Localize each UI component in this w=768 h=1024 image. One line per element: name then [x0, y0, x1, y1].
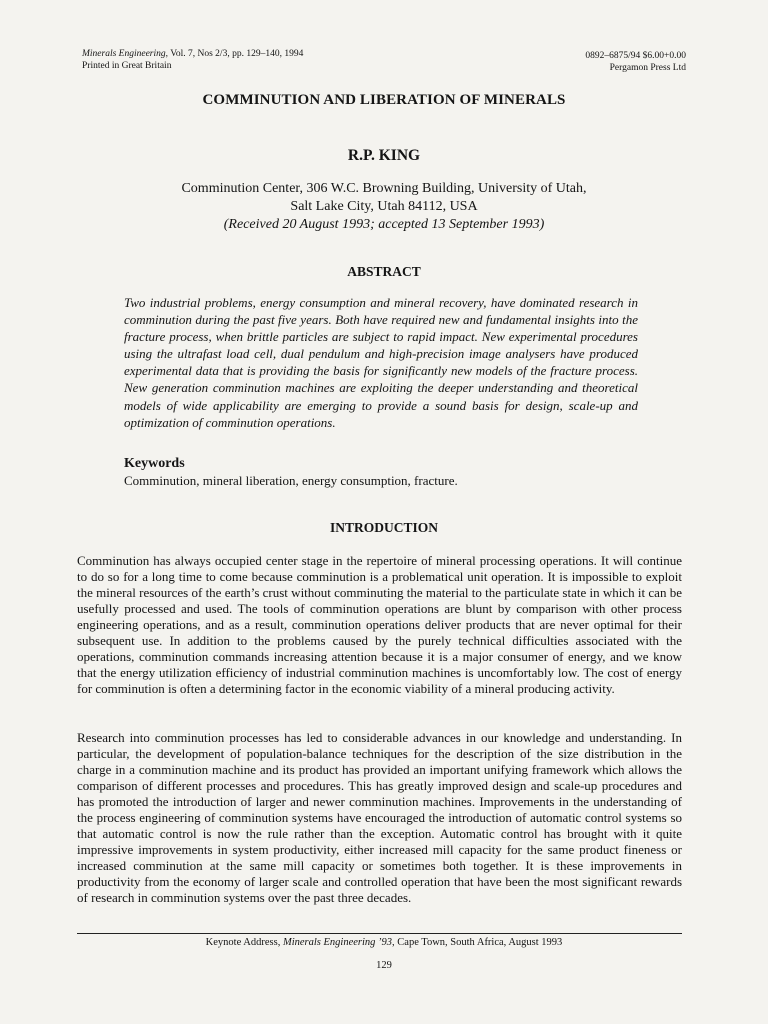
received-accepted-dates: (Received 20 August 1993; accepted 13 September 1993) — [223, 217, 545, 232]
footnote-prefix: Keynote Address, — [205, 937, 283, 948]
citation-details: , Vol. 7, Nos 2/3, pp. 129–140, 1994 — [165, 49, 304, 59]
journal-name: Minerals Engineering — [82, 49, 166, 59]
article-title: COMMINUTION AND LIBERATION OF MINERALS — [202, 92, 566, 108]
footnote-journal: Minerals Engineering ’93 — [282, 937, 393, 948]
introduction-paragraph-2: Research into comminution processes has led to considerable advances in our knowledge and understanding. In particular, the development of population-balance techniques for the description of the size distribution in the charge in a comminution machine and its product has provided an important unifying framework which allows the comparison of different processes and procedures. This has greatly improved design and scale-up procedures and has promoted the introduction of larger and newer comminution machines. Improvements in the understanding of the process engineering of comminution systems have encouraged the introduction of automatic control systems so that automatic control is now the rule rather than the exception. Automatic control has brought with it quite impressive improvements in system productivity, either increased mill capacity for the same product fineness or increased comminution at the same mill capacity or sometimes both together. It is these improvements in productivity from the economy of larger scale and controlled operation that have been the most significant rewards of research in comminution systems over the past three decades. — [77, 730, 682, 905]
issn-price: 0892–6875/94 $6.00+0.00 — [585, 51, 686, 61]
footnote-divider — [77, 933, 682, 934]
author-affiliation — [0, 180, 768, 234]
footnote — [0, 937, 768, 948]
keywords-heading: Keywords — [124, 456, 185, 471]
publisher-name: Pergamon Press Ltd — [609, 62, 686, 73]
abstract-heading: ABSTRACT — [347, 264, 421, 279]
keywords-list: Comminution, mineral liberation, energy consumption, fracture. — [124, 473, 458, 488]
introduction-paragraph-1: Comminution has always occupied center stage in the repertoire of mineral processing operations. It will continue to do so for a long time to come because comminution is a problematical unit operation. It is impossible to exploit the mineral resources of the earth’s crust without comminuting the material to the particulate state in which it can be usefully processed and used. The tools of comminution operations are blunt by comparison with other process engineering operations, and as a result, comminution operations deliver products that are never optimal for their subsequent use. In addition to the problems caused by the purely technical difficulties associated with the operations, comminution commands increasing attention because it is a major consumer of energy, and we know that the energy utilization efficiency of industrial comminution machines is uncomfortably low. The cost of energy for comminution is often a determining factor in the economic viability of a mineral producing activity. — [77, 553, 682, 696]
affiliation-line-1: Comminution Center, 306 W.C. Browning Building, University of Utah, — [181, 181, 587, 196]
page-number: 129 — [376, 960, 392, 971]
publisher-header — [585, 51, 686, 74]
abstract-text: Two industrial problems, energy consumption and mineral recovery, have dominated research in comminution during the past five years. Both have required new and fundamental insights into the fracture process, when brittle particles are subject to rapid impact. New experimental procedures using the ultrafast load cell, dual pendulum and high-precision image analysers have produced experimental data that is providing the basis for significantly new models of the fracture process. New generation comminution machines are exploiting the deeper understanding and theoretical models of wide applicability are emerging to provide a sound basis for design, scale-up and optimization of comminution operations. — [124, 295, 638, 430]
article-author: R.P. KING — [347, 147, 421, 164]
journal-citation-header — [82, 49, 303, 72]
introduction-heading: INTRODUCTION — [329, 520, 438, 535]
affiliation-line-2: Salt Lake City, Utah 84112, USA — [290, 199, 478, 214]
printed-in: Printed in Great Britain — [82, 60, 172, 71]
footnote-suffix: , Cape Town, South Africa, August 1993 — [392, 937, 563, 948]
